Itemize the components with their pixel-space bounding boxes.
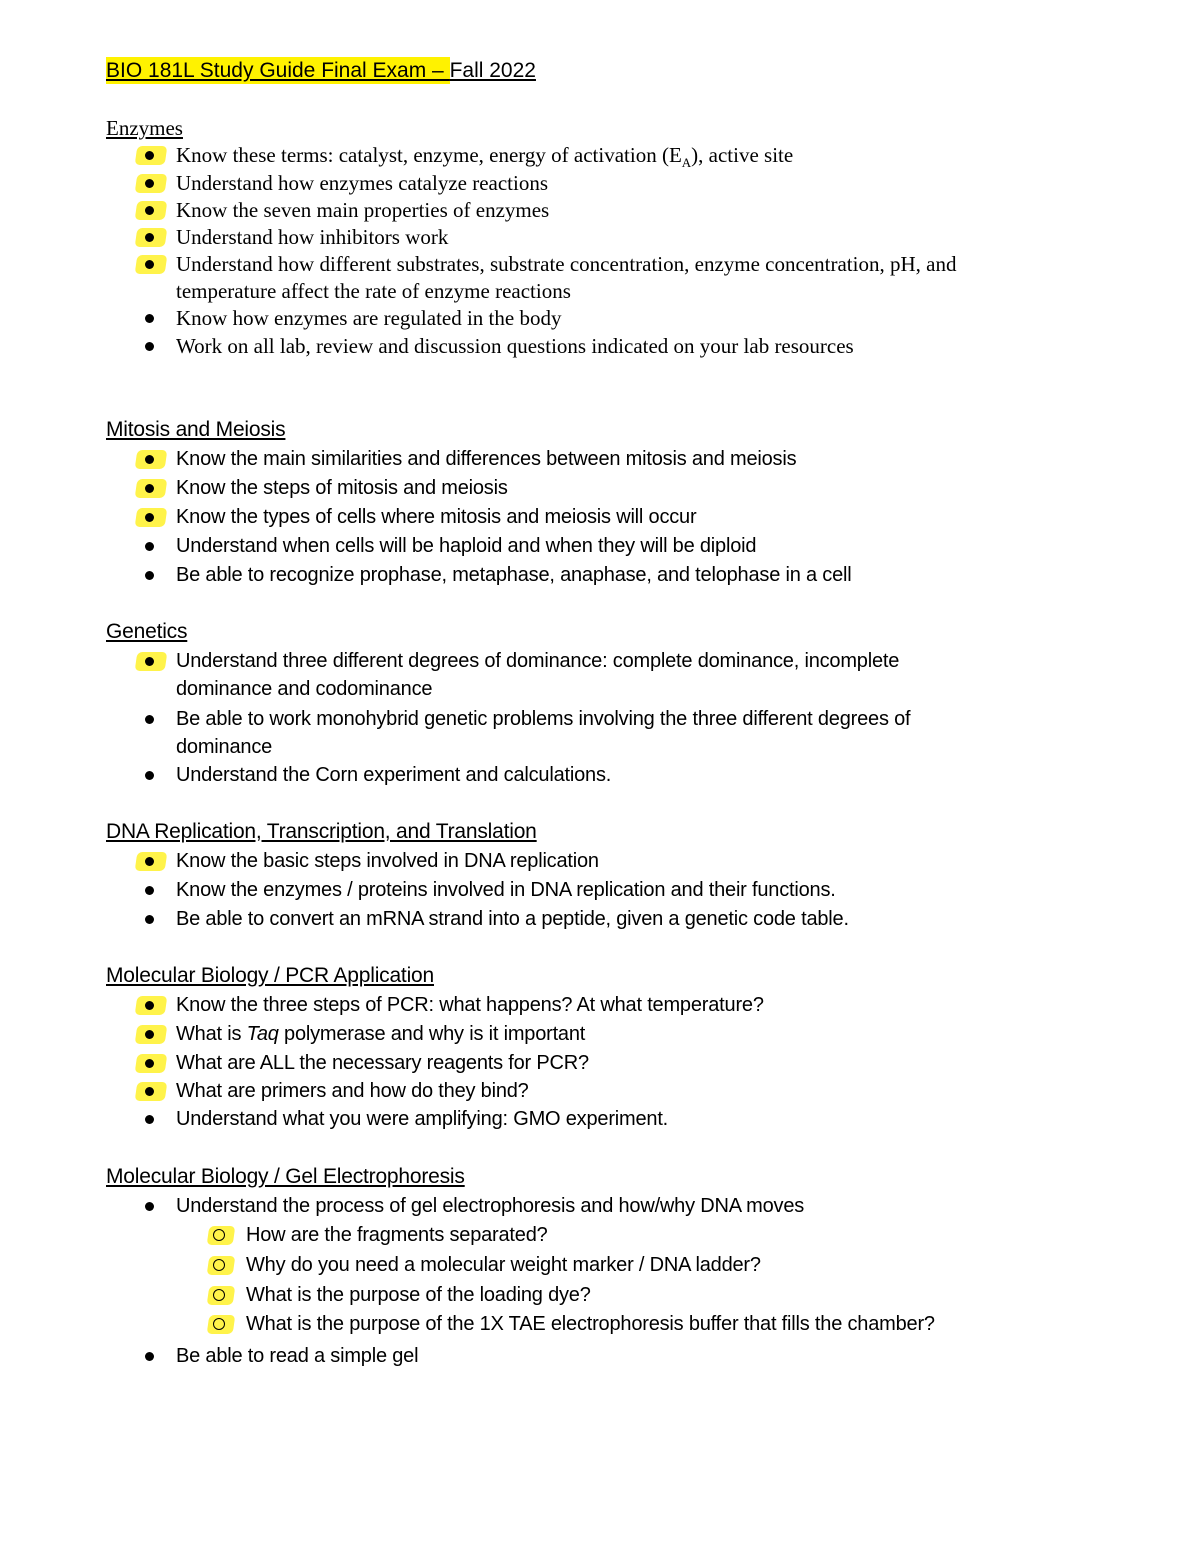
bullet-icon: [140, 1078, 174, 1104]
bullet-icon: [140, 906, 174, 932]
sub-bullet-icon: [210, 1282, 244, 1308]
bullet-icon: [140, 446, 174, 472]
list-item: Understand how enzymes catalyze reactions: [176, 171, 549, 195]
list-item: Be able to recognize prophase, metaphase, anaphase, and telophase in a cell: [176, 564, 852, 586]
section-heading-enzymes: Enzymes: [106, 116, 183, 140]
bullet-icon: [140, 251, 174, 277]
list-item: Understand three different degrees of dominance: complete dominance, incomplete: [176, 650, 900, 672]
bullet-icon: [140, 142, 174, 168]
list-item: Understand how different substrates, substrate concentration, enzyme concentration, pH, and: [176, 252, 957, 276]
list-item: Understand the Corn experiment and calculations.: [176, 764, 612, 786]
section-heading-dna: DNA Replication, Transcription, and Translation: [106, 820, 537, 843]
sub-list-item: What is the purpose of the loading dye?: [246, 1284, 591, 1306]
bullet-icon: [140, 224, 174, 250]
list-item: What are primers and how do they bind?: [176, 1080, 529, 1102]
title-rest-text: Fall 2022: [449, 59, 536, 82]
sub-bullet-icon: [210, 1311, 244, 1337]
list-item: Know how enzymes are regulated in the body: [176, 306, 562, 330]
bullet-icon: [140, 992, 174, 1018]
list-item: Know the types of cells where mitosis and meiosis will occur: [176, 506, 697, 528]
section-heading-genetics: Genetics: [106, 620, 188, 643]
list-item: Know the seven main properties of enzymes: [176, 198, 550, 222]
bullet-icon: [140, 333, 174, 359]
bullet-icon: [140, 1343, 174, 1369]
list-item: Be able to work monohybrid genetic problems involving the three different degrees of: [176, 708, 911, 730]
sub-bullet-icon: [210, 1222, 244, 1248]
list-item: Understand the process of gel electrophoresis and how/why DNA moves: [176, 1195, 805, 1217]
bullet-icon: [140, 1193, 174, 1219]
list-item: Know the steps of mitosis and meiosis: [176, 477, 508, 499]
bullet-icon: [140, 877, 174, 903]
list-item: Be able to read a simple gel: [176, 1345, 419, 1367]
list-item: What is Taq polymerase and why is it important: [176, 1023, 586, 1045]
list-item: What are ALL the necessary reagents for PCR?: [176, 1052, 589, 1074]
bullet-icon: [140, 1106, 174, 1132]
sub-list-item: How are the fragments separated?: [246, 1224, 548, 1246]
section-heading-gel: Molecular Biology / Gel Electrophoresis: [106, 1165, 465, 1188]
list-item: Know the main similarities and differences between mitosis and meiosis: [176, 448, 797, 470]
bullet-icon: [140, 305, 174, 331]
list-item: Know the three steps of PCR: what happens? At what temperature?: [176, 994, 764, 1016]
title-highlighted-text: BIO 181L Study Guide Final Exam –: [106, 59, 450, 82]
list-item: Work on all lab, review and discussion questions indicated on your lab resources: [176, 334, 854, 358]
list-item: Know the basic steps involved in DNA replication: [176, 850, 599, 872]
bullet-icon: [140, 562, 174, 588]
sub-bullet-icon: [210, 1252, 244, 1278]
bullet-icon: [140, 170, 174, 196]
bullet-icon: [140, 475, 174, 501]
bullet-icon: [140, 648, 174, 674]
bullet-icon: [140, 1021, 174, 1047]
list-item-continuation: temperature affect the rate of enzyme reactions: [176, 279, 571, 303]
bullet-icon: [140, 504, 174, 530]
list-item-continuation: dominance: [176, 736, 273, 758]
bullet-icon: [140, 848, 174, 874]
page-title: [106, 58, 536, 84]
list-item: Understand what you were amplifying: GMO experiment.: [176, 1108, 669, 1130]
section-heading-mitosis: Mitosis and Meiosis: [106, 418, 286, 441]
sub-list-item: Why do you need a molecular weight marker / DNA ladder?: [246, 1254, 761, 1276]
bullet-icon: [140, 533, 174, 559]
list-item: Understand how inhibitors work: [176, 225, 449, 249]
list-item: Understand when cells will be haploid and when they will be diploid: [176, 535, 757, 557]
bullet-icon: [140, 706, 174, 732]
sub-list-item: What is the purpose of the 1X TAE electrophoresis buffer that fills the chamber?: [246, 1313, 935, 1335]
list-item-continuation: dominance and codominance: [176, 678, 433, 700]
bullet-icon: [140, 197, 174, 223]
bullet-icon: [140, 1050, 174, 1076]
bullet-icon: [140, 762, 174, 788]
list-item: Know these terms: catalyst, enzyme, energy of activation $(E_A)$, active site: [176, 143, 794, 171]
list-item: Know the enzymes / proteins involved in DNA replication and their functions.: [176, 879, 836, 901]
section-heading-pcr: Molecular Biology / PCR Application: [106, 964, 434, 987]
list-item: Be able to convert an mRNA strand into a peptide, given a genetic code table.: [176, 908, 849, 930]
